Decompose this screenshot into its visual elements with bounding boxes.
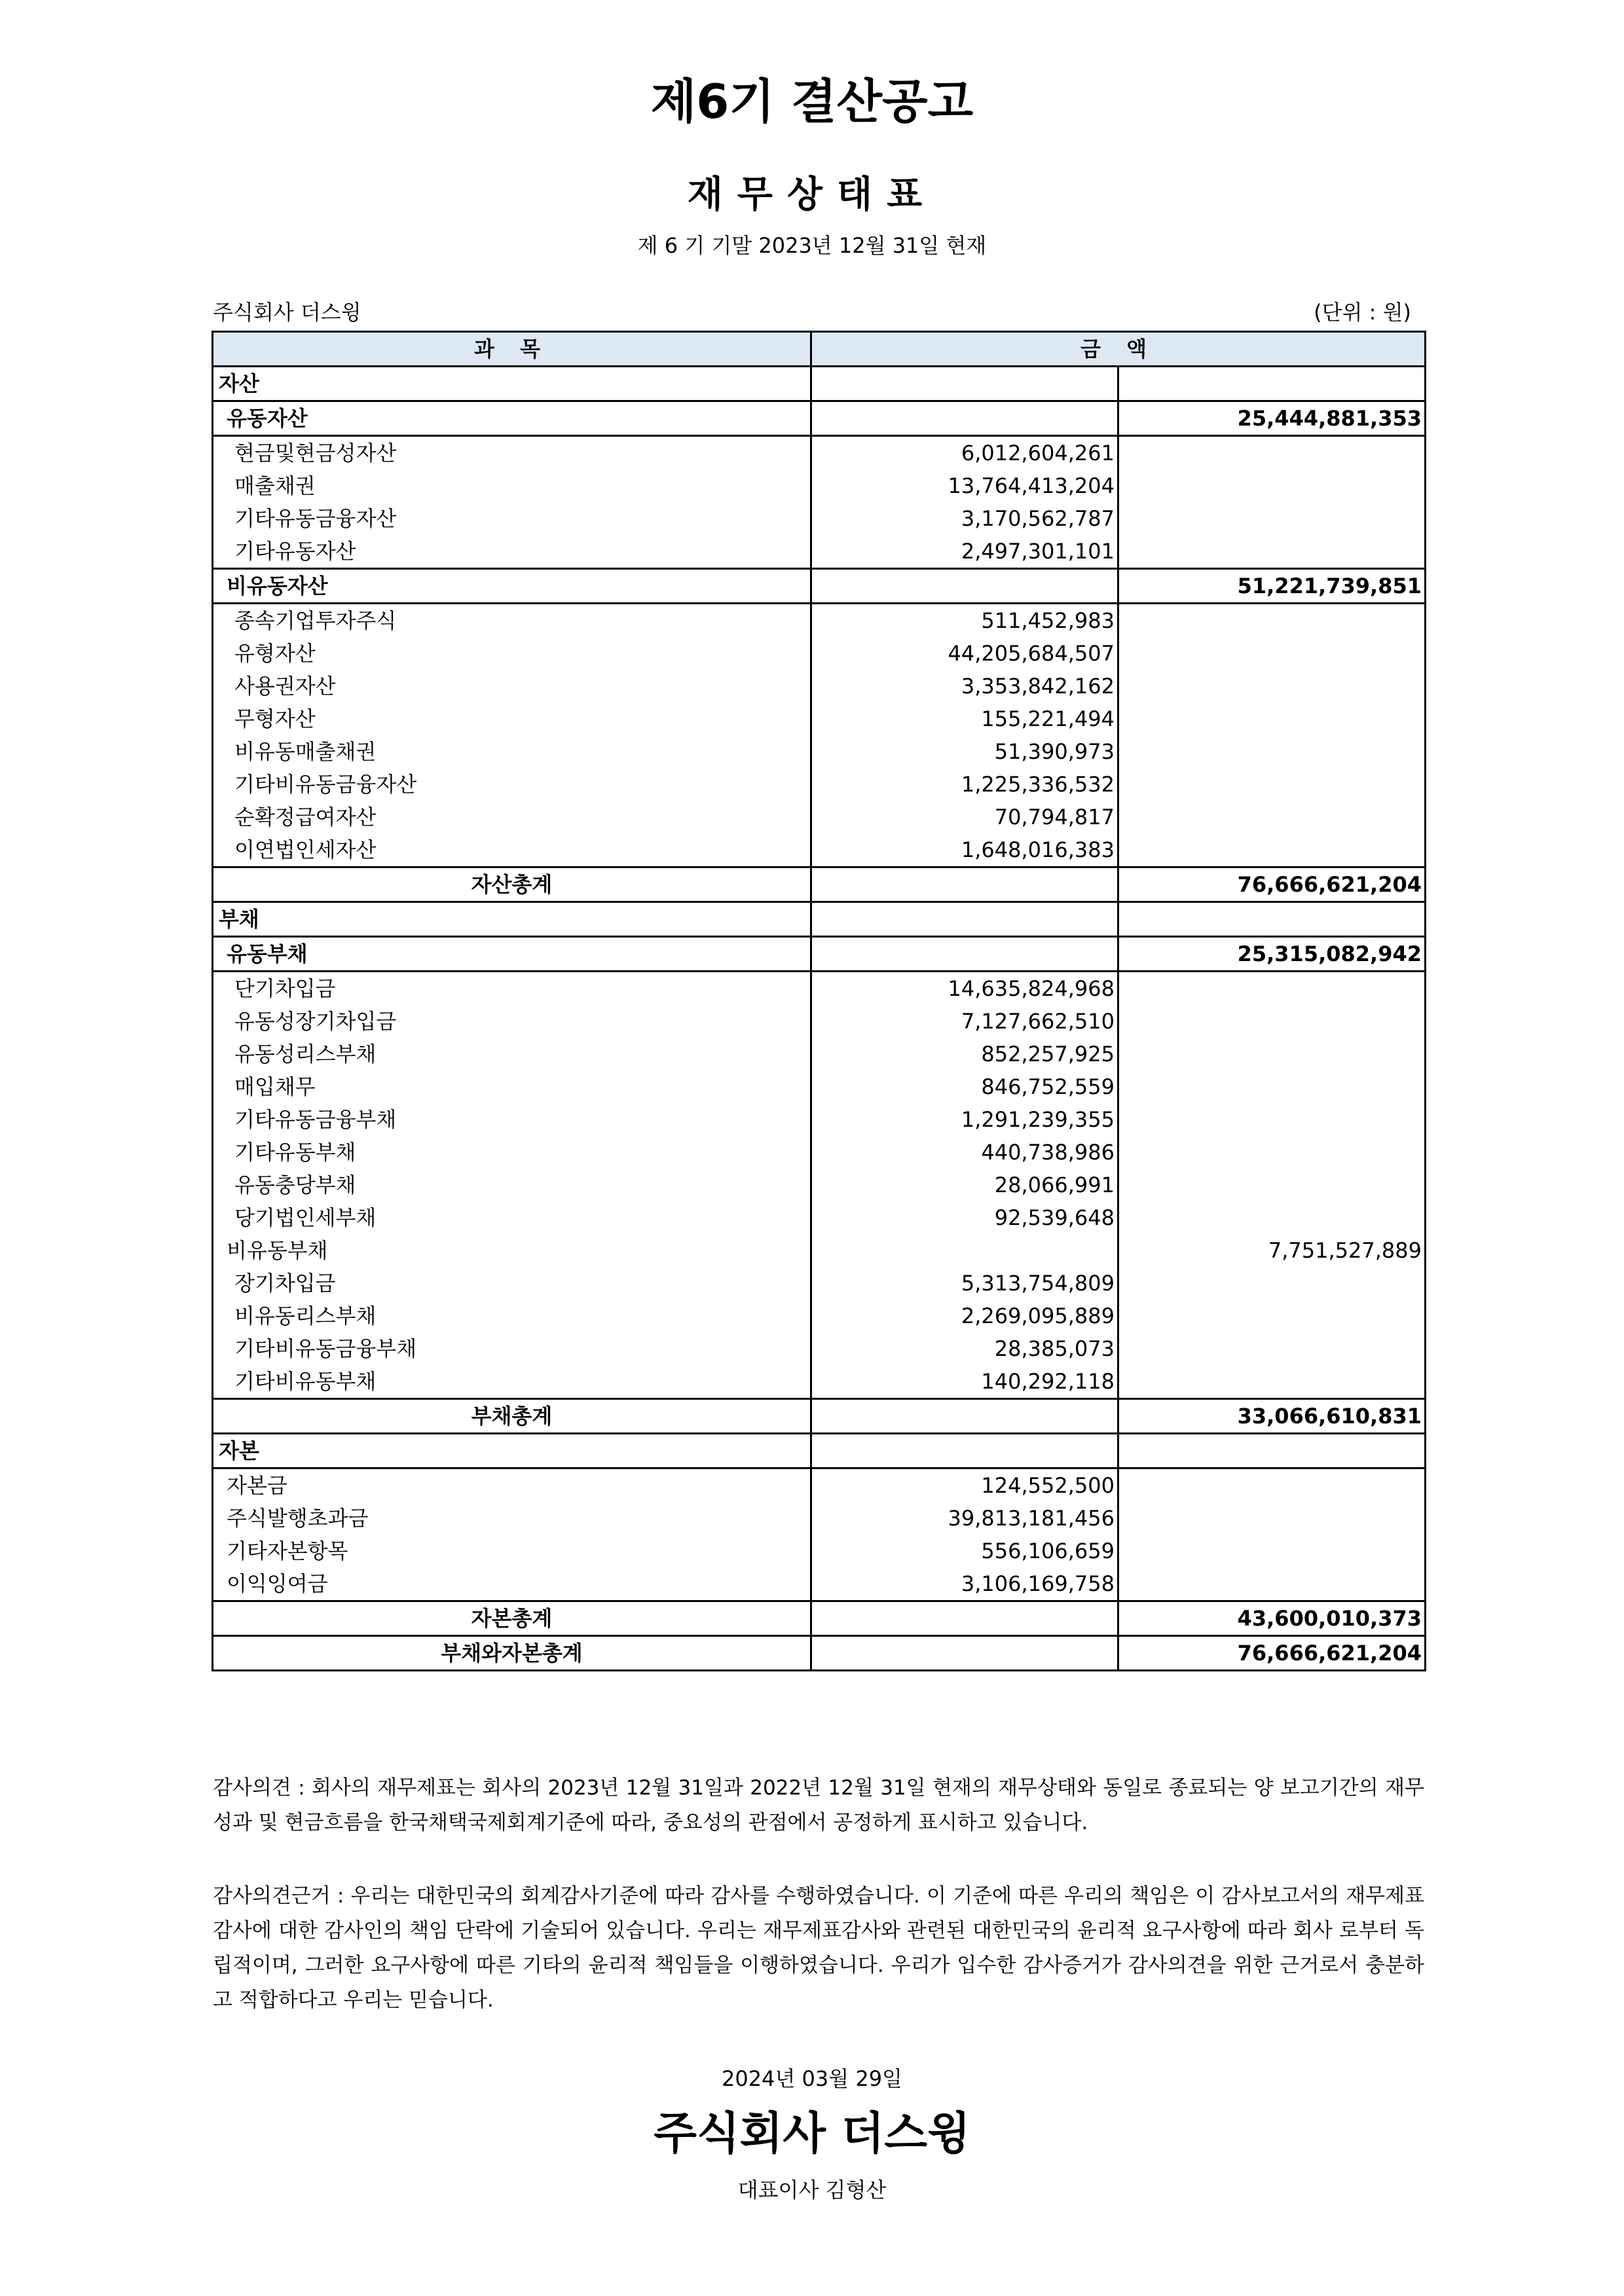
account-name: 기타비유동부채	[213, 1365, 811, 1399]
table-row	[213, 1136, 1426, 1169]
line-amount: 140,292,118	[811, 1365, 1118, 1399]
column-header-account: 과 목	[213, 332, 811, 367]
table-row	[213, 1468, 1426, 1503]
table-row	[213, 670, 1426, 702]
audit-opinion: 감사의견 : 회사의 재무제표는 회사의 2023년 12월 31일과 2022년 12월 31일 현재의 재무상태와 동일로 종료되는 양 보고기간의 재무성과 및 현금흐름을 한국채택국제회계기준에 따라, 중요성의 관점에서 공정하게 표시하고 있습니다.	[213, 1776, 1424, 1834]
account-name: 비유동자산	[213, 569, 811, 604]
account-name: 부채총계	[213, 1399, 811, 1434]
table-row	[213, 1365, 1426, 1399]
table-row	[213, 604, 1426, 638]
line-amount: 846,752,559	[811, 1070, 1118, 1103]
line-amount	[811, 569, 1118, 604]
table-row	[213, 637, 1426, 670]
account-name: 비유동부채	[213, 1234, 811, 1267]
document-title: 제6기 결산공고	[650, 74, 974, 129]
column-header-amount: 금 액	[811, 332, 1426, 367]
account-name: 종속기업투자주식	[213, 604, 811, 638]
account-name: 순확정급여자산	[213, 801, 811, 833]
account-name: 장기차입금	[213, 1267, 811, 1300]
balance-sheet-table	[212, 331, 1426, 1671]
account-name: 이익잉여금	[213, 1567, 811, 1601]
line-amount	[811, 401, 1118, 436]
subtotal-amount	[1118, 1535, 1426, 1567]
account-name: 단기차입금	[213, 972, 811, 1006]
account-name: 기타비유동금융자산	[213, 768, 811, 801]
account-name: 당기법인세부채	[213, 1201, 811, 1234]
table-row	[213, 972, 1426, 1006]
table-row	[213, 469, 1426, 502]
subtotal-amount	[1118, 1169, 1426, 1201]
statement-title: 재무상태표	[687, 173, 937, 216]
table-row	[213, 1201, 1426, 1234]
table-row	[213, 1399, 1426, 1434]
table-row	[213, 1070, 1426, 1103]
line-amount	[811, 902, 1118, 937]
line-amount: 1,291,239,355	[811, 1103, 1118, 1136]
audit-opinion-basis: 감사의견근거 : 우리는 대한민국의 회계감사기준에 따라 감사를 수행하였습니다. 이 기준에 따른 우리의 책임은 이 감사보고서의 재무제표감사에 대한 감사인의 책임 단락에 기술되어 있습니다. 우리는 재무제표감사와 관련된 대한민국의 윤리적 요구사항에 따라 회사 로부터 독립적이며, 그러한 요구사항에 따른 기타의 윤리적 책임들을 이행하였습니다. 우리가 입수한 감사증거가 감사의견을 위한 근거로서 충분하고 적합하다고 우리는 믿습니다.	[213, 1884, 1424, 2012]
account-name: 자산총계	[213, 867, 811, 902]
signing-company: 주식회사 더스윙	[654, 2108, 970, 2160]
subtotal-amount	[1118, 1434, 1426, 1468]
account-name: 유동부채	[213, 937, 811, 972]
subtotal-amount	[1118, 1567, 1426, 1601]
account-name: 유동자산	[213, 401, 811, 436]
account-name: 자본	[213, 1434, 811, 1468]
account-name: 기타유동금융자산	[213, 502, 811, 535]
table-row	[213, 902, 1426, 937]
account-name: 기타유동자산	[213, 535, 811, 569]
line-amount	[811, 1636, 1118, 1671]
account-name: 이연법인세자산	[213, 833, 811, 867]
line-amount: 13,764,413,204	[811, 469, 1118, 502]
table-row	[213, 1502, 1426, 1535]
account-name: 매출채권	[213, 469, 811, 502]
subtotal-amount	[1118, 604, 1426, 638]
account-name: 기타비유동금융부채	[213, 1332, 811, 1365]
table-row	[213, 801, 1426, 833]
line-amount: 7,127,662,510	[811, 1005, 1118, 1038]
table-row	[213, 1005, 1426, 1038]
subtotal-amount	[1118, 1300, 1426, 1332]
subtotal-amount	[1118, 469, 1426, 502]
line-amount: 1,225,336,532	[811, 768, 1118, 801]
subtotal-amount	[1118, 535, 1426, 569]
table-row	[213, 436, 1426, 470]
table-row	[213, 833, 1426, 867]
subtotal-amount	[1118, 972, 1426, 1006]
account-name: 자본금	[213, 1468, 811, 1503]
table-row	[213, 735, 1426, 768]
subtotal-amount	[1118, 1468, 1426, 1503]
line-amount	[811, 367, 1118, 401]
subtotal-amount: 33,066,610,831	[1118, 1399, 1426, 1434]
subtotal-amount: 25,444,881,353	[1118, 401, 1426, 436]
subtotal-amount: 43,600,010,373	[1118, 1601, 1426, 1636]
table-row	[213, 1267, 1426, 1300]
subtotal-amount	[1118, 502, 1426, 535]
table-row	[213, 502, 1426, 535]
table-row	[213, 867, 1426, 902]
subtotal-amount: 76,666,621,204	[1118, 867, 1426, 902]
subtotal-amount	[1118, 1365, 1426, 1399]
line-amount: 28,066,991	[811, 1169, 1118, 1201]
table-row	[213, 702, 1426, 735]
line-amount: 28,385,073	[811, 1332, 1118, 1365]
line-amount: 1,648,016,383	[811, 833, 1118, 867]
account-name: 자본총계	[213, 1601, 811, 1636]
line-amount: 3,170,562,787	[811, 502, 1118, 535]
subtotal-amount	[1118, 367, 1426, 401]
subtotal-amount	[1118, 702, 1426, 735]
subtotal-amount	[1118, 833, 1426, 867]
table-row	[213, 1103, 1426, 1136]
subtotal-amount: 76,666,621,204	[1118, 1636, 1426, 1671]
line-amount	[811, 937, 1118, 972]
subtotal-amount	[1118, 1005, 1426, 1038]
subtotal-amount	[1118, 670, 1426, 702]
unit-label: (단위 : 원)	[1314, 300, 1411, 325]
line-amount: 5,313,754,809	[811, 1267, 1118, 1300]
line-amount: 155,221,494	[811, 702, 1118, 735]
account-name: 무형자산	[213, 702, 811, 735]
subtotal-amount	[1118, 1201, 1426, 1234]
subtotal-amount: 7,751,527,889	[1118, 1234, 1426, 1267]
account-name: 유동성리스부채	[213, 1038, 811, 1070]
line-amount	[811, 867, 1118, 902]
subtotal-amount	[1118, 1136, 1426, 1169]
company-name: 주식회사 더스윙	[213, 300, 361, 325]
table-row	[213, 569, 1426, 604]
account-name: 기타자본항목	[213, 1535, 811, 1567]
subtotal-amount	[1118, 801, 1426, 833]
account-name: 현금및현금성자산	[213, 436, 811, 470]
subtotal-amount	[1118, 902, 1426, 937]
statement-period: 제 6 기 기말 2023년 12월 31일 현재	[637, 233, 987, 258]
account-name: 기타유동부채	[213, 1136, 811, 1169]
line-amount	[811, 1234, 1118, 1267]
table-row	[213, 1169, 1426, 1201]
subtotal-amount	[1118, 436, 1426, 470]
table-row	[213, 1636, 1426, 1671]
table-row	[213, 1567, 1426, 1601]
account-name: 비유동리스부채	[213, 1300, 811, 1332]
account-name: 유동성장기차입금	[213, 1005, 811, 1038]
table-row	[213, 1300, 1426, 1332]
line-amount: 3,106,169,758	[811, 1567, 1118, 1601]
line-amount	[811, 1434, 1118, 1468]
line-amount: 511,452,983	[811, 604, 1118, 638]
subtotal-amount	[1118, 1502, 1426, 1535]
line-amount	[811, 1601, 1118, 1636]
line-amount	[811, 1399, 1118, 1434]
line-amount: 14,635,824,968	[811, 972, 1118, 1006]
subtotal-amount	[1118, 1332, 1426, 1365]
subtotal-amount	[1118, 1038, 1426, 1070]
account-name: 자산	[213, 367, 811, 401]
subtotal-amount	[1118, 1267, 1426, 1300]
ceo-name: 대표이사 김형산	[737, 2178, 887, 2202]
subtotal-amount: 25,315,082,942	[1118, 937, 1426, 972]
line-amount: 39,813,181,456	[811, 1502, 1118, 1535]
line-amount: 2,269,095,889	[811, 1300, 1118, 1332]
account-name: 비유동매출채권	[213, 735, 811, 768]
account-name: 유동충당부채	[213, 1169, 811, 1201]
line-amount: 6,012,604,261	[811, 436, 1118, 470]
table-row	[213, 768, 1426, 801]
line-amount: 124,552,500	[811, 1468, 1118, 1503]
line-amount: 51,390,973	[811, 735, 1118, 768]
account-name: 부채	[213, 902, 811, 937]
account-name: 유형자산	[213, 637, 811, 670]
account-name: 주식발행초과금	[213, 1502, 811, 1535]
subtotal-amount: 51,221,739,851	[1118, 569, 1426, 604]
line-amount: 70,794,817	[811, 801, 1118, 833]
subtotal-amount	[1118, 735, 1426, 768]
table-row	[213, 367, 1426, 401]
account-name: 매입채무	[213, 1070, 811, 1103]
table-row	[213, 1038, 1426, 1070]
line-amount: 440,738,986	[811, 1136, 1118, 1169]
line-amount: 2,497,301,101	[811, 535, 1118, 569]
account-name: 사용권자산	[213, 670, 811, 702]
table-row	[213, 1434, 1426, 1468]
table-row	[213, 1535, 1426, 1567]
subtotal-amount	[1118, 1103, 1426, 1136]
table-row	[213, 401, 1426, 436]
subtotal-amount	[1118, 1070, 1426, 1103]
line-amount: 92,539,648	[811, 1201, 1118, 1234]
line-amount: 852,257,925	[811, 1038, 1118, 1070]
table-row	[213, 1601, 1426, 1636]
account-name: 부채와자본총계	[213, 1636, 811, 1671]
line-amount: 556,106,659	[811, 1535, 1118, 1567]
line-amount: 44,205,684,507	[811, 637, 1118, 670]
subtotal-amount	[1118, 768, 1426, 801]
line-amount: 3,353,842,162	[811, 670, 1118, 702]
announcement-date: 2024년 03월 29일	[722, 2066, 902, 2091]
table-row	[213, 1234, 1426, 1267]
table-row	[213, 937, 1426, 972]
account-name: 기타유동금융부채	[213, 1103, 811, 1136]
table-row	[213, 1332, 1426, 1365]
subtotal-amount	[1118, 637, 1426, 670]
table-body	[213, 367, 1426, 1671]
table-header-row	[213, 332, 1426, 367]
table-row	[213, 535, 1426, 569]
